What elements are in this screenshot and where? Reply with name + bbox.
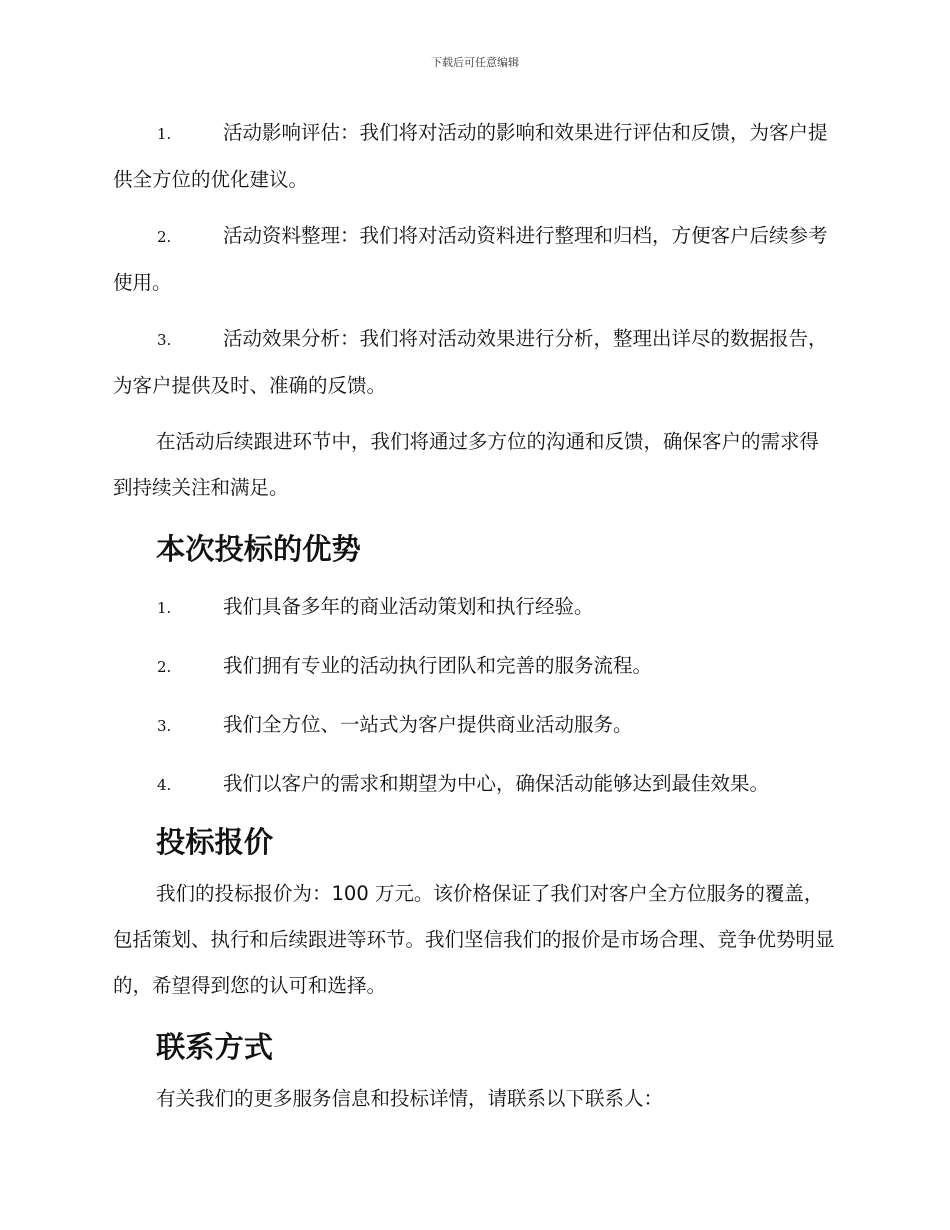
list-number: 3. xyxy=(157,331,172,349)
list-number: 3. xyxy=(157,717,172,735)
list-number: 4. xyxy=(157,776,172,794)
contact-heading: 联系方式 xyxy=(156,1030,273,1064)
follow-up-item xyxy=(113,316,837,419)
list-item-text: 活动效果分析：我们将对活动效果进行分析，整理出详尽的数据报告，为客户提供及时、准确的反馈。 xyxy=(113,327,828,397)
list-item-text: 我们具备多年的商业活动策划和执行经验。 xyxy=(223,595,594,618)
advantage-item xyxy=(113,637,837,696)
document-body xyxy=(113,110,837,1132)
quote-heading: 投标报价 xyxy=(156,825,273,859)
page-header: 下载后可任意编辑 xyxy=(431,56,519,69)
list-item-text: 活动资料整理：我们将对活动资料进行整理和归档，方便客户后续参考使用。 xyxy=(113,224,828,294)
advantage-item xyxy=(113,696,837,755)
list-number: 1. xyxy=(157,599,172,617)
list-item-text: 我们全方位、一站式为客户提供商业活动服务。 xyxy=(223,713,633,736)
list-item-text: 我们拥有专业的活动执行团队和完善的服务流程。 xyxy=(223,654,653,677)
list-item-text: 我们以客户的需求和期望为中心，确保活动能够达到最佳效果。 xyxy=(223,772,770,795)
follow-up-summary: 在活动后续跟进环节中，我们将通过多方位的沟通和反馈，确保客户的需求得到持续关注和满足。 xyxy=(113,430,820,499)
advantage-item xyxy=(113,755,837,814)
quote-paragraph: 我们的投标报价为：100 万元。该价格保证了我们对客户全方位服务的覆盖，包括策划、执行和后续跟进等环节。我们坚信我们的报价是市场合理、竞争优势明显的，希望得到您的认可和选择。 xyxy=(113,882,835,997)
contact-paragraph: 有关我们的更多服务信息和投标详情，请联系以下联系人： xyxy=(156,1087,664,1110)
follow-up-item xyxy=(113,213,837,316)
list-item-text: 活动影响评估：我们将对活动的影响和效果进行评估和反馈，为客户提供全方位的优化建议。 xyxy=(113,121,828,191)
follow-up-item xyxy=(113,110,837,213)
list-number: 2. xyxy=(157,658,172,676)
list-number: 2. xyxy=(157,228,172,246)
advantages-heading: 本次投标的优势 xyxy=(156,532,361,566)
list-number: 1. xyxy=(157,125,172,143)
advantage-item xyxy=(113,578,837,637)
